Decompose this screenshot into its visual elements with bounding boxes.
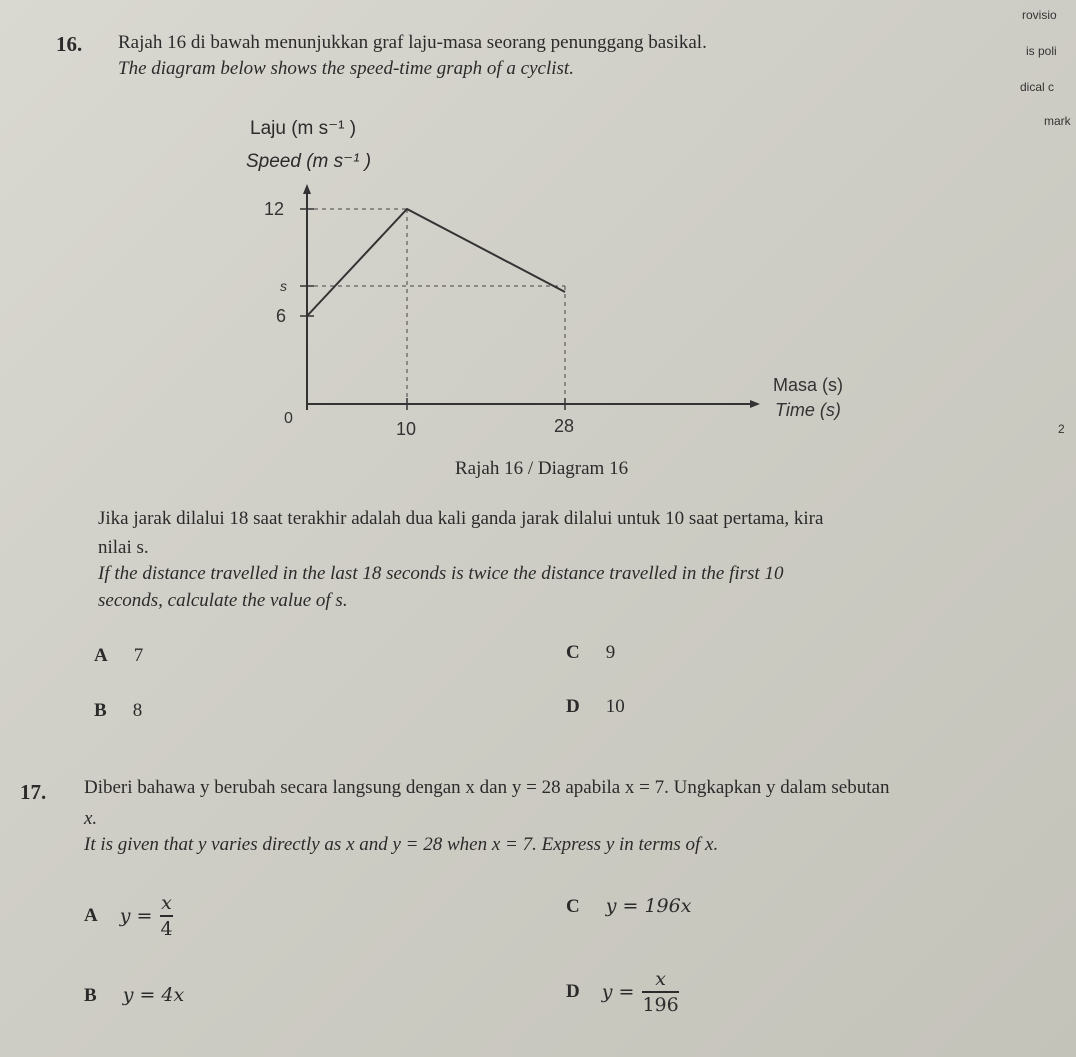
option-16-d[interactable]	[566, 696, 625, 718]
question-17-en: It is given that y varies directly as x and y = 28 when x = 7. Express y in terms of x.	[84, 834, 719, 855]
option-prefix: y =	[119, 904, 153, 927]
ytick-label-12: 12	[264, 199, 285, 219]
speed-line	[307, 209, 565, 316]
xtick-label-28: 28	[554, 416, 575, 436]
graph-ylabel-en: Speed (m s⁻¹ )	[246, 151, 372, 172]
side-note-3: dical c	[1020, 80, 1055, 94]
question-16-number: 16.	[56, 32, 83, 56]
question-16-ms-2: nilai s.	[98, 537, 149, 558]
fraction-numerator: x	[655, 968, 666, 990]
option-value: 7	[133, 645, 144, 666]
fraction-denominator: 4	[160, 917, 173, 940]
question-16-ms-1: Jika jarak dilalui 18 saat terakhir adalah dua kali ganda jarak dilalui untuk 10 saat pertama, kira	[98, 508, 824, 529]
question-17-ms-2: x.	[84, 808, 98, 829]
question-16-en-2: seconds, calculate the value of s.	[98, 590, 348, 611]
side-note-4: mark	[1044, 114, 1071, 128]
option-letter: A	[84, 904, 98, 926]
xtick-label-10: 10	[396, 419, 417, 439]
question-16-line-ms: Rajah 16 di bawah menunjukkan graf laju-masa seorang penunggang basikal.	[118, 32, 707, 53]
option-expression: y = 196x	[605, 895, 692, 917]
fraction-numerator: x	[161, 892, 172, 914]
question-16-line-en: The diagram below shows the speed-time graph of a cyclist.	[118, 58, 574, 79]
y-axis-arrow	[303, 184, 311, 194]
fraction	[642, 968, 678, 1016]
option-17-a[interactable]	[84, 892, 173, 940]
option-value: 9	[605, 642, 616, 663]
option-letter: B	[84, 985, 97, 1006]
question-16-en-1: If the distance travelled in the last 18 seconds is twice the distance travelled in the first 10	[98, 563, 784, 584]
question-17-number: 17.	[20, 780, 47, 804]
option-16-b[interactable]	[94, 700, 142, 722]
fraction-bar	[642, 991, 678, 993]
diagram-caption: Rajah 16 / Diagram 16	[455, 458, 629, 479]
origin-label: 0	[284, 410, 293, 427]
x-axis-arrow	[750, 400, 760, 408]
fraction-denominator: 196	[642, 993, 679, 1016]
graph-ylabel-ms: Laju (m s⁻¹ )	[250, 118, 357, 139]
option-expression: y = 4x	[122, 984, 185, 1006]
side-note-1: rovisio	[1022, 8, 1057, 22]
side-note-2: is poli	[1026, 44, 1057, 58]
ytick-label-s: s	[280, 278, 287, 294]
ytick-label-6: 6	[276, 306, 287, 326]
option-letter: C	[566, 642, 580, 663]
side-note-5: 2	[1058, 422, 1065, 436]
option-letter: D	[566, 980, 580, 1002]
option-letter: D	[566, 696, 580, 717]
option-letter: B	[94, 700, 107, 721]
option-value: 10	[605, 696, 625, 717]
question-17-ms-1: Diberi bahawa y berubah secara langsung dengan x dan y = 28 apabila x = 7. Ungkapkan y dalam sebutan	[84, 777, 890, 798]
option-prefix: y =	[601, 980, 635, 1003]
option-16-c[interactable]	[566, 642, 615, 664]
option-value: 8	[132, 700, 143, 721]
option-17-d[interactable]	[566, 968, 679, 1016]
option-17-c[interactable]	[566, 895, 691, 918]
option-17-b[interactable]	[84, 984, 184, 1007]
xlabel-ms: Masa (s)	[773, 375, 844, 395]
option-letter: C	[566, 896, 580, 917]
fraction	[160, 892, 172, 940]
option-16-a[interactable]	[94, 645, 143, 667]
option-letter: A	[94, 645, 108, 666]
speed-time-graph	[230, 180, 844, 440]
xlabel-en: Time (s)	[775, 400, 841, 420]
fraction-bar	[160, 915, 172, 917]
